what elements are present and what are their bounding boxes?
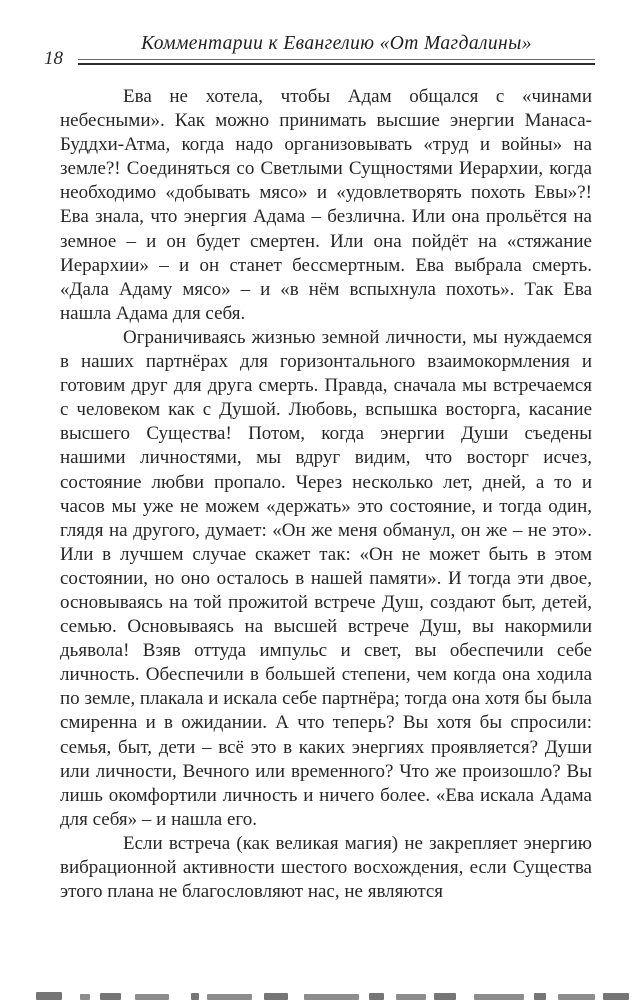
glyph-fragment — [191, 993, 200, 1000]
glyph-fragment — [396, 994, 425, 1000]
paragraph-3: Если встреча (как великая магия) не закрепляет энергию вибрационной активности шестого восхождения, если Существа этого плана не благословляют нас, не являются — [60, 832, 592, 903]
paragraph-1: Ева не хотела, чтобы Адам общался с «чинами небесными». Как можно принимать высшие энергии Манаса-Буддхи-Атма, когда надо организовывать «труд и войны» на земле?! Соединяться со Светлыми Сущностями Иерархии, когда необходимо «добывать мясо» и «удовлетворять похоть Евы»?! Ева знала, что энергия Адама – безлична. Или она прольётся на земное – и он будет смертен. Или она пойдёт на «стяжание Иерархии» – и он станет бессмертным. Ева выбрала смерть. «Дала Адаму мясо» – и «в нём вспыхнула похоть». Так Ева нашла Адама для себя. — [60, 86, 592, 324]
paragraph-2: Ограничиваясь жизнью земной личности, мы нуждаемся в наших партнёрах для горизонтального взаимокормления и готовим друг для друга смерть. Правда, сначала мы встречаемся с человеком как с Душой. Любовь, вспышка восторга, касание высшего Существа! Потом, когда энергии Души съедены нашими личностями, мы вдруг видим, что восторг исчез, состояние любви пропало. Через несколько лет, дней, а то и часов мы уже не можем «держать» это состояние, и тогда один, глядя на другого, думает: «Он же меня обманул, он же – не это». Или в лучшем случае скажет так: «Он не может быть в этом состоянии, но оно осталось в нашей памяти». И тогда эти двое, основываясь на той прожитой встрече Душ, создают быт, детей, семью. Основываясь на высшей встрече Душ, вы накормили дьявола! Взяв оттуда импульс и свет, вы обеспечили себе личность. Обеспечили в большей степени, чем когда она ходила по земле, плакала и искала себе партнёра; тогда она хотя бы была смиренна и в ожидании. А что теперь? Вы хотя бы спросили: семья, быт, дети – всё это в каких энергиях проявляется? Души или личности, Вечного или временного? Что же произошло? Вы лишь окомфортили личность и ничего более. «Ева искала Адама для себя» – и нашла его. — [60, 326, 592, 830]
page-header — [0, 0, 641, 69]
glyph-fragment — [369, 993, 384, 1000]
glyph-fragment — [207, 994, 252, 1000]
glyph-fragment — [100, 993, 121, 1000]
page-number: 18 — [44, 48, 63, 69]
glyph-fragment — [434, 993, 456, 1000]
header-column — [78, 33, 595, 65]
header-rule — [78, 59, 595, 65]
glyph-fragment — [80, 994, 90, 1000]
clipped-next-line-fragments — [36, 992, 629, 1000]
running-title: Комментарии к Евангелию «От Магдалины» — [141, 33, 532, 54]
glyph-fragment — [558, 994, 596, 1000]
glyph-fragment — [534, 993, 546, 1000]
glyph-fragment — [304, 994, 359, 1000]
page-body — [0, 85, 641, 904]
glyph-fragment — [36, 992, 62, 1000]
glyph-fragment — [264, 993, 288, 1000]
glyph-fragment — [474, 994, 524, 1000]
glyph-fragment — [603, 993, 629, 1000]
glyph-fragment — [135, 994, 169, 1000]
